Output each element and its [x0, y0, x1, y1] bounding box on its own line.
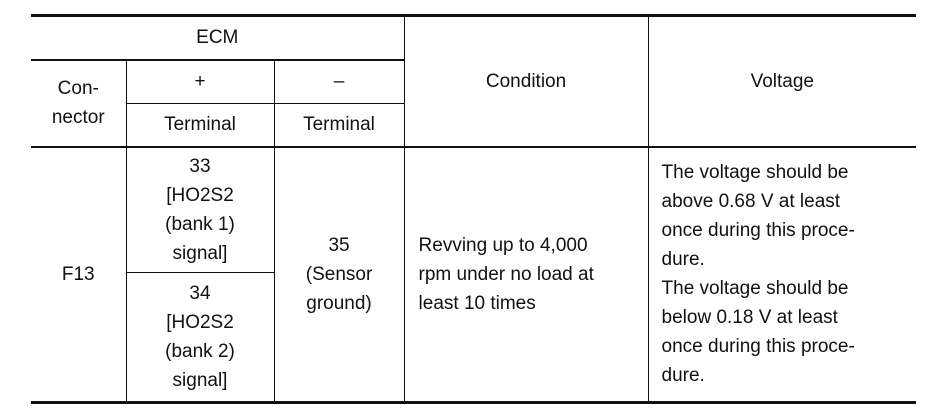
ho2s2-terminal-table-wrapper	[31, 14, 916, 404]
cell-terminal-plus-33: 33 [HO2S2 (bank 1) signal]	[126, 147, 274, 273]
cell-connector: F13	[31, 147, 126, 403]
header-voltage: Voltage	[648, 16, 916, 147]
cell-terminal-minus-35: 35 (Sensor ground)	[274, 147, 404, 403]
data-row-1	[31, 147, 916, 273]
header-row-1	[31, 16, 916, 60]
header-plus: +	[126, 60, 274, 104]
header-ecm: ECM	[31, 16, 404, 60]
header-minus: –	[274, 60, 404, 104]
header-terminal-plus: Terminal	[126, 104, 274, 147]
header-terminal-minus: Terminal	[274, 104, 404, 147]
cell-voltage: The voltage should be above 0.68 V at least once during this proce- dure. The voltage should be below 0.18 V at least once during this proce- dure.	[648, 147, 916, 403]
ho2s2-terminal-table	[31, 14, 916, 404]
cell-condition: Revving up to 4,000 rpm under no load at least 10 times	[404, 147, 648, 403]
header-condition: Condition	[404, 16, 648, 147]
cell-terminal-plus-34: 34 [HO2S2 (bank 2) signal]	[126, 273, 274, 403]
header-connector: Con- nector	[31, 60, 126, 147]
